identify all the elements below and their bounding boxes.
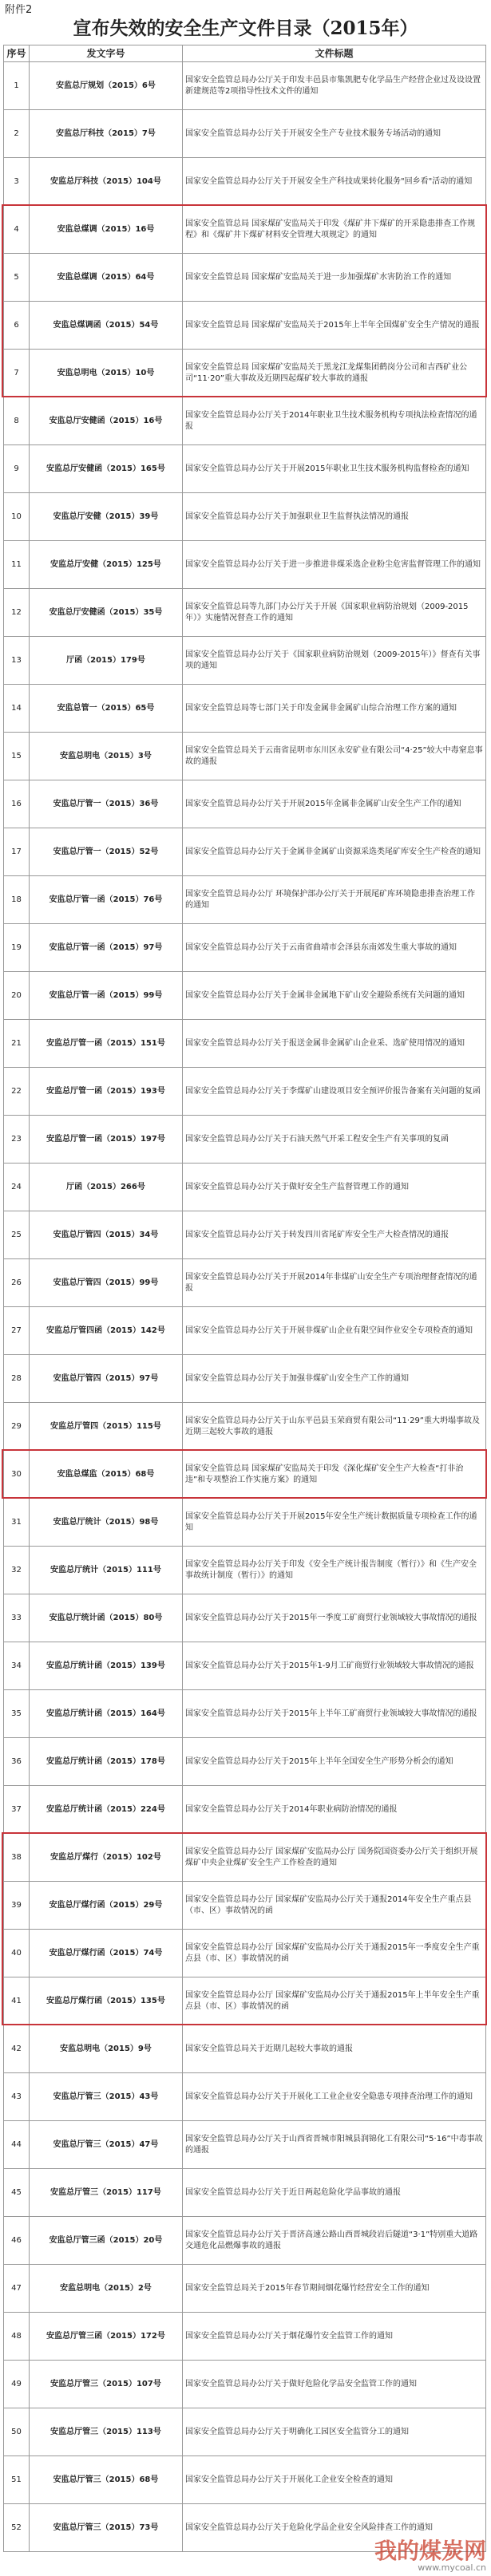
- document-code: 安监总厅管三（2015）107号: [30, 2361, 183, 2408]
- table-row: [4, 2073, 486, 2121]
- document-title: 国家安全监管总局办公厅关于开展安全生产科技成果转化服务"回乡看"活动的通知: [183, 158, 486, 206]
- document-title: 国家安全监管总局办公厅关于加强职业卫生监督执法情况的通报: [183, 493, 486, 541]
- document-title: 国家安全监管总局办公厅 环境保护部办公厅关于开展尾矿库环境隐患排查治理工作的通知: [183, 876, 486, 924]
- document-title: 国家安全监管总局 国家煤矿安监局关于印发《深化煤矿安全生产大检查“打非治违”和专项整治工作实施方案》的通知: [183, 1451, 486, 1499]
- table-row: [4, 1164, 486, 1211]
- document-code: 安监总厅管四（2015）99号: [30, 1259, 183, 1307]
- table-row: [4, 1594, 486, 1642]
- row-number: 42: [4, 2025, 30, 2073]
- document-code: 厅函（2015）179号: [30, 637, 183, 685]
- document-code: 安监总明电（2015）2号: [30, 2265, 183, 2313]
- document-title: 国家安全监管总局 国家煤矿安监局关于2015年上半年全国煤矿安全生产情况的通报: [183, 302, 486, 350]
- row-number: 21: [4, 1020, 30, 1068]
- watermark-logo: 我的煤炭网: [374, 2538, 486, 2564]
- row-number: 22: [4, 1068, 30, 1116]
- row-number: 44: [4, 2121, 30, 2169]
- table-row: [4, 2169, 486, 2217]
- document-code: 安监总厅煤行函（2015）135号: [30, 1977, 183, 2025]
- row-number: 36: [4, 1738, 30, 1786]
- document-code: 安监总厅管一（2015）36号: [30, 780, 183, 828]
- row-number: 14: [4, 685, 30, 733]
- document-code: 安监总管一（2015）65号: [30, 685, 183, 733]
- row-number: 46: [4, 2217, 30, 2265]
- row-number: 45: [4, 2169, 30, 2217]
- table-row: [4, 2265, 486, 2313]
- row-number: 39: [4, 1882, 30, 1930]
- table-header-row: [4, 45, 486, 62]
- table-row: [4, 1451, 486, 1499]
- row-number: 34: [4, 1642, 30, 1690]
- header-code: 发文字号: [30, 45, 183, 62]
- row-number: 1: [4, 62, 30, 110]
- document-title: 国家安全监管总局办公厅关于烟花爆竹安全监管工作的通知: [183, 2313, 486, 2361]
- table-row: [4, 493, 486, 541]
- document-code: 安监总煤调函（2015）54号: [30, 302, 183, 350]
- document-table: [3, 45, 486, 2552]
- document-code: 安监总厅管四（2015）34号: [30, 1211, 183, 1259]
- document-title: 国家安全监管总局 国家煤矿安监局关于印发《煤矿井下煤矿的开采隐患排查工作规程》和《煤矿井下煤矿材料安全管理大项规定》的通知: [183, 206, 486, 254]
- document-title: 国家安全监管总局等九部门办公厅关于开展《国家职业病防治规划（2009-2015年）》实施情况督查工作的通知: [183, 589, 486, 637]
- table-row: [4, 1259, 486, 1307]
- table-row: [4, 445, 486, 493]
- document-code: 安监总厅安健函（2015）35号: [30, 589, 183, 637]
- row-number: 15: [4, 733, 30, 780]
- document-title: 国家安全监管总局办公厅关于云南省曲靖市会泽县东南郊发生重大事故的通知: [183, 924, 486, 972]
- document-title: 国家安全监管总局办公厅关于进一步推进非煤采选企业粉尘危害监督管理工作的通知: [183, 541, 486, 589]
- table-row: [4, 206, 486, 254]
- row-number: 35: [4, 1690, 30, 1738]
- table-row: [4, 924, 486, 972]
- table-row: [4, 1547, 486, 1594]
- document-title: 国家安全监管总局办公厅关于2015年上半年工矿商贸行业领域较大事故情况的通报: [183, 1690, 486, 1738]
- table-row: [4, 1403, 486, 1451]
- document-title: 国家安全监管总局办公厅关于开展2014年非煤矿山安全生产专项治理督查情况的通报: [183, 1259, 486, 1307]
- document-title: 国家安全监管总局办公厅关于开展化工企业安全检查的通知: [183, 2456, 486, 2504]
- table-row: [4, 637, 486, 685]
- row-number: 20: [4, 972, 30, 1020]
- row-number: 25: [4, 1211, 30, 1259]
- row-number: 13: [4, 637, 30, 685]
- row-number: 3: [4, 158, 30, 206]
- document-code: 安监总明电（2015）3号: [30, 733, 183, 780]
- table-row: [4, 1307, 486, 1355]
- row-number: 37: [4, 1786, 30, 1834]
- page-title: 宣布失效的安全生产文件目录（2015年）: [73, 18, 418, 39]
- document-code: 安监总厅管三函（2015）20号: [30, 2217, 183, 2265]
- row-number: 41: [4, 1977, 30, 2025]
- row-number: 4: [4, 206, 30, 254]
- row-number: 10: [4, 493, 30, 541]
- document-code: 安监总厅统计（2015）111号: [30, 1547, 183, 1594]
- row-number: 49: [4, 2361, 30, 2408]
- row-number: 17: [4, 828, 30, 876]
- document-title: 国家安全监管总局办公厅 国家煤矿安监局办公厅 国务院国资委办公厅关于组织开展煤矿中央企业煤矿安全生产工作检查的通知: [183, 1834, 486, 1882]
- row-number: 7: [4, 350, 30, 397]
- row-number: 30: [4, 1451, 30, 1499]
- table-row: [4, 2121, 486, 2169]
- document-code: 安监总厅统计函（2015）80号: [30, 1594, 183, 1642]
- row-number: 43: [4, 2073, 30, 2121]
- table-row: [4, 1499, 486, 1547]
- document-code: 安监总厅管一函（2015）76号: [30, 876, 183, 924]
- document-title: 国家安全监管总局办公厅关于2014年职业卫生技术服务机构专项执法检查情况的通报: [183, 397, 486, 445]
- table-row: [4, 685, 486, 733]
- table-row: [4, 2313, 486, 2361]
- document-code: 安监总厅管四（2015）97号: [30, 1355, 183, 1403]
- document-title: 国家安全监管总局 国家煤矿安监局关于黑龙江龙煤集团鹤岗分公司和吉西矿业公司“11·20”重大事故及近期四起煤矿较大事故的通报: [183, 350, 486, 397]
- document-title: 国家安全监管总局办公厅关于开展2015年金属非金属矿山安全生产工作的通知: [183, 780, 486, 828]
- attachment-label: 附件2: [5, 4, 33, 16]
- document-title: 国家安全监管总局办公厅关于开展化工工业企业安全隐患专项排查治理工作的通知: [183, 2073, 486, 2121]
- watermark-url: www.mycoal.cn: [418, 2562, 486, 2573]
- document-code: 安监总明电（2015）9号: [30, 2025, 183, 2073]
- document-code: 厅函（2015）266号: [30, 1164, 183, 1211]
- document-title: 国家安全监管总局办公厅 国家煤矿安监局办公厅关于通报2015年上半年安全生产重点县（市、区）事故情况的函: [183, 1977, 486, 2025]
- row-number: 48: [4, 2313, 30, 2361]
- table-row: [4, 397, 486, 445]
- table-row: [4, 1642, 486, 1690]
- document-title: 国家安全监管总局办公厅关于印发《安全生产统计报告制度（暂行）》和《生产安全事故统计制度（暂行）》的通知: [183, 1547, 486, 1594]
- document-code: 安监总厅统计（2015）98号: [30, 1499, 183, 1547]
- document-code: 安监总厅管四函（2015）142号: [30, 1307, 183, 1355]
- document-title: 国家安全监管总局办公厅关于做好安全生产监督管理工作的通知: [183, 1164, 486, 1211]
- table-row: [4, 2217, 486, 2265]
- header-no: 序号: [4, 45, 30, 62]
- table-row: [4, 302, 486, 350]
- document-title: 国家安全监管总局办公厅关于2015年一季度工矿商贸行业领域较大事故情况的通报: [183, 1594, 486, 1642]
- document-code: 安监总厅煤行（2015）102号: [30, 1834, 183, 1882]
- table-row: [4, 2408, 486, 2456]
- table-row: [4, 254, 486, 302]
- document-title: 国家安全监管总局办公厅关于开展非煤矿山企业有限空间作业安全专项检查的通知: [183, 1307, 486, 1355]
- table-row: [4, 1020, 486, 1068]
- row-number: 23: [4, 1116, 30, 1164]
- document-code: 安监总厅管一函（2015）99号: [30, 972, 183, 1020]
- row-number: 32: [4, 1547, 30, 1594]
- row-number: 38: [4, 1834, 30, 1882]
- table-row: [4, 1355, 486, 1403]
- document-title: 国家安全监管总局办公厅关于开展安全生产专业技术服务专场活动的通知: [183, 110, 486, 158]
- row-number: 40: [4, 1930, 30, 1977]
- document-code: 安监总明电（2015）10号: [30, 350, 183, 397]
- document-title: 国家安全监管总局办公厅关于做好危险化学品安全监管工作的通知: [183, 2361, 486, 2408]
- document-title: 国家安全监管总局办公厅关于报送金属非金属矿山企业采、选矿使用情况的通知: [183, 1020, 486, 1068]
- row-number: 16: [4, 780, 30, 828]
- row-number: 51: [4, 2456, 30, 2504]
- table-row: [4, 876, 486, 924]
- document-code: 安监总厅管三（2015）43号: [30, 2073, 183, 2121]
- row-number: 18: [4, 876, 30, 924]
- document-code: 安监总厅管一函（2015）197号: [30, 1116, 183, 1164]
- document-code: 安监总厅管三（2015）68号: [30, 2456, 183, 2504]
- row-number: 50: [4, 2408, 30, 2456]
- table-row: [4, 62, 486, 110]
- document-title: 国家安全监管总局办公厅关于近日两起危险化学品事故的通报: [183, 2169, 486, 2217]
- document-code: 安监总厅管一函（2015）193号: [30, 1068, 183, 1116]
- document-code: 安监总厅管三（2015）117号: [30, 2169, 183, 2217]
- table-row: [4, 1068, 486, 1116]
- document-code: 安监总厅科技（2015）104号: [30, 158, 183, 206]
- document-title: 国家安全监管总局办公厅关于转发四川省尾矿库安全生产大检查情况的通报: [183, 1211, 486, 1259]
- table-row: [4, 1786, 486, 1834]
- row-number: 47: [4, 2265, 30, 2313]
- document-title: 国家安全监管总局办公厅关于2015年上半年全国安全生产形势分析会的通知: [183, 1738, 486, 1786]
- document-code: 安监总厅管一（2015）52号: [30, 828, 183, 876]
- row-number: 11: [4, 541, 30, 589]
- document-title: 国家安全监管总局办公厅关于山西省晋城市阳城县润锦化工有限公司“5·16”中毒事故的通报: [183, 2121, 486, 2169]
- document-title: 国家安全监管总局办公厅关于《国家职业病防治规划（2009-2015年）》督查有关事项的通知: [183, 637, 486, 685]
- table-row: [4, 589, 486, 637]
- table-row: [4, 1882, 486, 1930]
- row-number: 33: [4, 1594, 30, 1642]
- table-row: [4, 733, 486, 780]
- document-code: 安监总厅煤行函（2015）29号: [30, 1882, 183, 1930]
- table-row: [4, 1116, 486, 1164]
- row-number: 8: [4, 397, 30, 445]
- table-row: [4, 2361, 486, 2408]
- document-code: 安监总厅统计函（2015）224号: [30, 1786, 183, 1834]
- document-title: 国家安全监管总局办公厅关于加强非煤矿山安全生产工作的通知: [183, 1355, 486, 1403]
- document-title: 国家安全监管总局办公厅关于2014年职业病防治情况的通报: [183, 1786, 486, 1834]
- row-number: 28: [4, 1355, 30, 1403]
- document-code: 安监总厅安健函（2015）16号: [30, 397, 183, 445]
- table-row: [4, 350, 486, 397]
- table-row: [4, 541, 486, 589]
- document-code: 安监总厅安健（2015）125号: [30, 541, 183, 589]
- row-number: 19: [4, 924, 30, 972]
- document-code: 安监总煤调（2015）64号: [30, 254, 183, 302]
- document-code: 安监总厅统计函（2015）178号: [30, 1738, 183, 1786]
- table-row: [4, 2025, 486, 2073]
- header-title: 文件标题: [183, 45, 486, 62]
- table-row: [4, 1834, 486, 1882]
- row-number: 6: [4, 302, 30, 350]
- document-code: 安监总厅科技（2015）7号: [30, 110, 183, 158]
- row-number: 31: [4, 1499, 30, 1547]
- document-code: 安监总厅管四（2015）115号: [30, 1403, 183, 1451]
- table-row: [4, 1211, 486, 1259]
- row-number: 24: [4, 1164, 30, 1211]
- document-title: 国家安全监管总局关于近期几起较大事故的通报: [183, 2025, 486, 2073]
- table-body: [4, 62, 486, 2552]
- document-title: 国家安全监管总局办公厅关于开展2015年职业卫生技术服务机构监督检查的通知: [183, 445, 486, 493]
- document-title: 国家安全监管总局 国家煤矿安监局关于进一步加强煤矿水害防治工作的通知: [183, 254, 486, 302]
- row-number: 9: [4, 445, 30, 493]
- document-title: 国家安全监管总局关于2015年春节期间烟花爆竹经营安全工作的通知: [183, 2265, 486, 2313]
- document-title: 国家安全监管总局办公厅关于晋济高速公路山西晋城段岩后隧道“3·1”特别重大道路交通危化品燃爆事故的通报: [183, 2217, 486, 2265]
- document-code: 安监总煤调（2015）16号: [30, 206, 183, 254]
- document-title: 国家安全监管总局办公厅关于明确化工园区安全监管分工的通知: [183, 2408, 486, 2456]
- document-title: 国家安全监管总局办公厅关于2015年1-9月工矿商贸行业领域较大事故情况的通报: [183, 1642, 486, 1690]
- document-code: 安监总厅管三（2015）73号: [30, 2504, 183, 2552]
- table-row: [4, 1690, 486, 1738]
- document-code: 安监总厅管三（2015）47号: [30, 2121, 183, 2169]
- document-code: 安监总厅安健（2015）39号: [30, 493, 183, 541]
- document-code: 安监总厅统计函（2015）139号: [30, 1642, 183, 1690]
- document-title: 国家安全监管总局办公厅关于石油天然气开采工程安全生产有关事项的复函: [183, 1116, 486, 1164]
- document-title: 国家安全监管总局办公厅关于山东平邑县玉荣商贸有限公司“11·29”重大坍塌事故及近期三起较大事故的通报: [183, 1403, 486, 1451]
- document-title: 国家安全监管总局办公厅 国家煤矿安监局办公厅关于通报2015年一季度安全生产重点县（市、区）事故情况的函: [183, 1930, 486, 1977]
- row-number: 26: [4, 1259, 30, 1307]
- document-title: 国家安全监管总局办公厅关于金属非金属矿山资源采选类尾矿库安全生产检查的通知: [183, 828, 486, 876]
- document-title: 国家安全监管总局办公厅关于印发丰邑县市集凯肥专化学品生产经营企业过及设设置新建规范等2项指导性技术文件的通知: [183, 62, 486, 110]
- document-title: 国家安全监管总局关于云南省昆明市东川区永安矿业有限公司“4·25”较大中毒窒息事故的通报: [183, 733, 486, 780]
- table-row: [4, 780, 486, 828]
- document-code: 安监总厅安健函（2015）165号: [30, 445, 183, 493]
- table-row: [4, 1977, 486, 2025]
- document-title: 国家安全监管总局办公厅 国家煤矿安监局办公厅关于通报2014年安全生产重点县（市、区）事故情况的函: [183, 1882, 486, 1930]
- row-number: 12: [4, 589, 30, 637]
- document-code: 安监总煤监（2015）68号: [30, 1451, 183, 1499]
- table-row: [4, 828, 486, 876]
- table-row: [4, 110, 486, 158]
- table-row: [4, 972, 486, 1020]
- document-title: 国家安全监管总局等七部门关于印发金属非金属矿山综合治理工作方案的通知: [183, 685, 486, 733]
- document-title: 国家安全监管总局办公厅关于开展2015年安全生产统计数据质量专项检查工作的通知: [183, 1499, 486, 1547]
- document-code: 安监总厅煤行函（2015）74号: [30, 1930, 183, 1977]
- document-code: 安监总厅管三（2015）113号: [30, 2408, 183, 2456]
- row-number: 52: [4, 2504, 30, 2552]
- document-code: 安监总厅管一函（2015）97号: [30, 924, 183, 972]
- document-title: 国家安全监管总局办公厅关于李煤矿山建设项目安全预评价报告备案有关问题的复函: [183, 1068, 486, 1116]
- watermark: [374, 2539, 486, 2573]
- table-row: [4, 158, 486, 206]
- table-row: [4, 2456, 486, 2504]
- row-number: 5: [4, 254, 30, 302]
- row-number: 2: [4, 110, 30, 158]
- document-code: 安监总厅规划（2015）6号: [30, 62, 183, 110]
- document-title: 国家安全监管总局办公厅关于危险化学品企业安全风险排查工作的通知: [183, 2504, 486, 2552]
- document-code: 安监总厅管一函（2015）151号: [30, 1020, 183, 1068]
- document-title: 国家安全监管总局办公厅关于金属非金属地下矿山安全避险系统有关问题的通知: [183, 972, 486, 1020]
- table-row: [4, 1930, 486, 1977]
- document-code: 安监总厅统计函（2015）164号: [30, 1690, 183, 1738]
- table-row: [4, 1738, 486, 1786]
- document-code: 安监总厅管三函（2015）172号: [30, 2313, 183, 2361]
- row-number: 27: [4, 1307, 30, 1355]
- row-number: 29: [4, 1403, 30, 1451]
